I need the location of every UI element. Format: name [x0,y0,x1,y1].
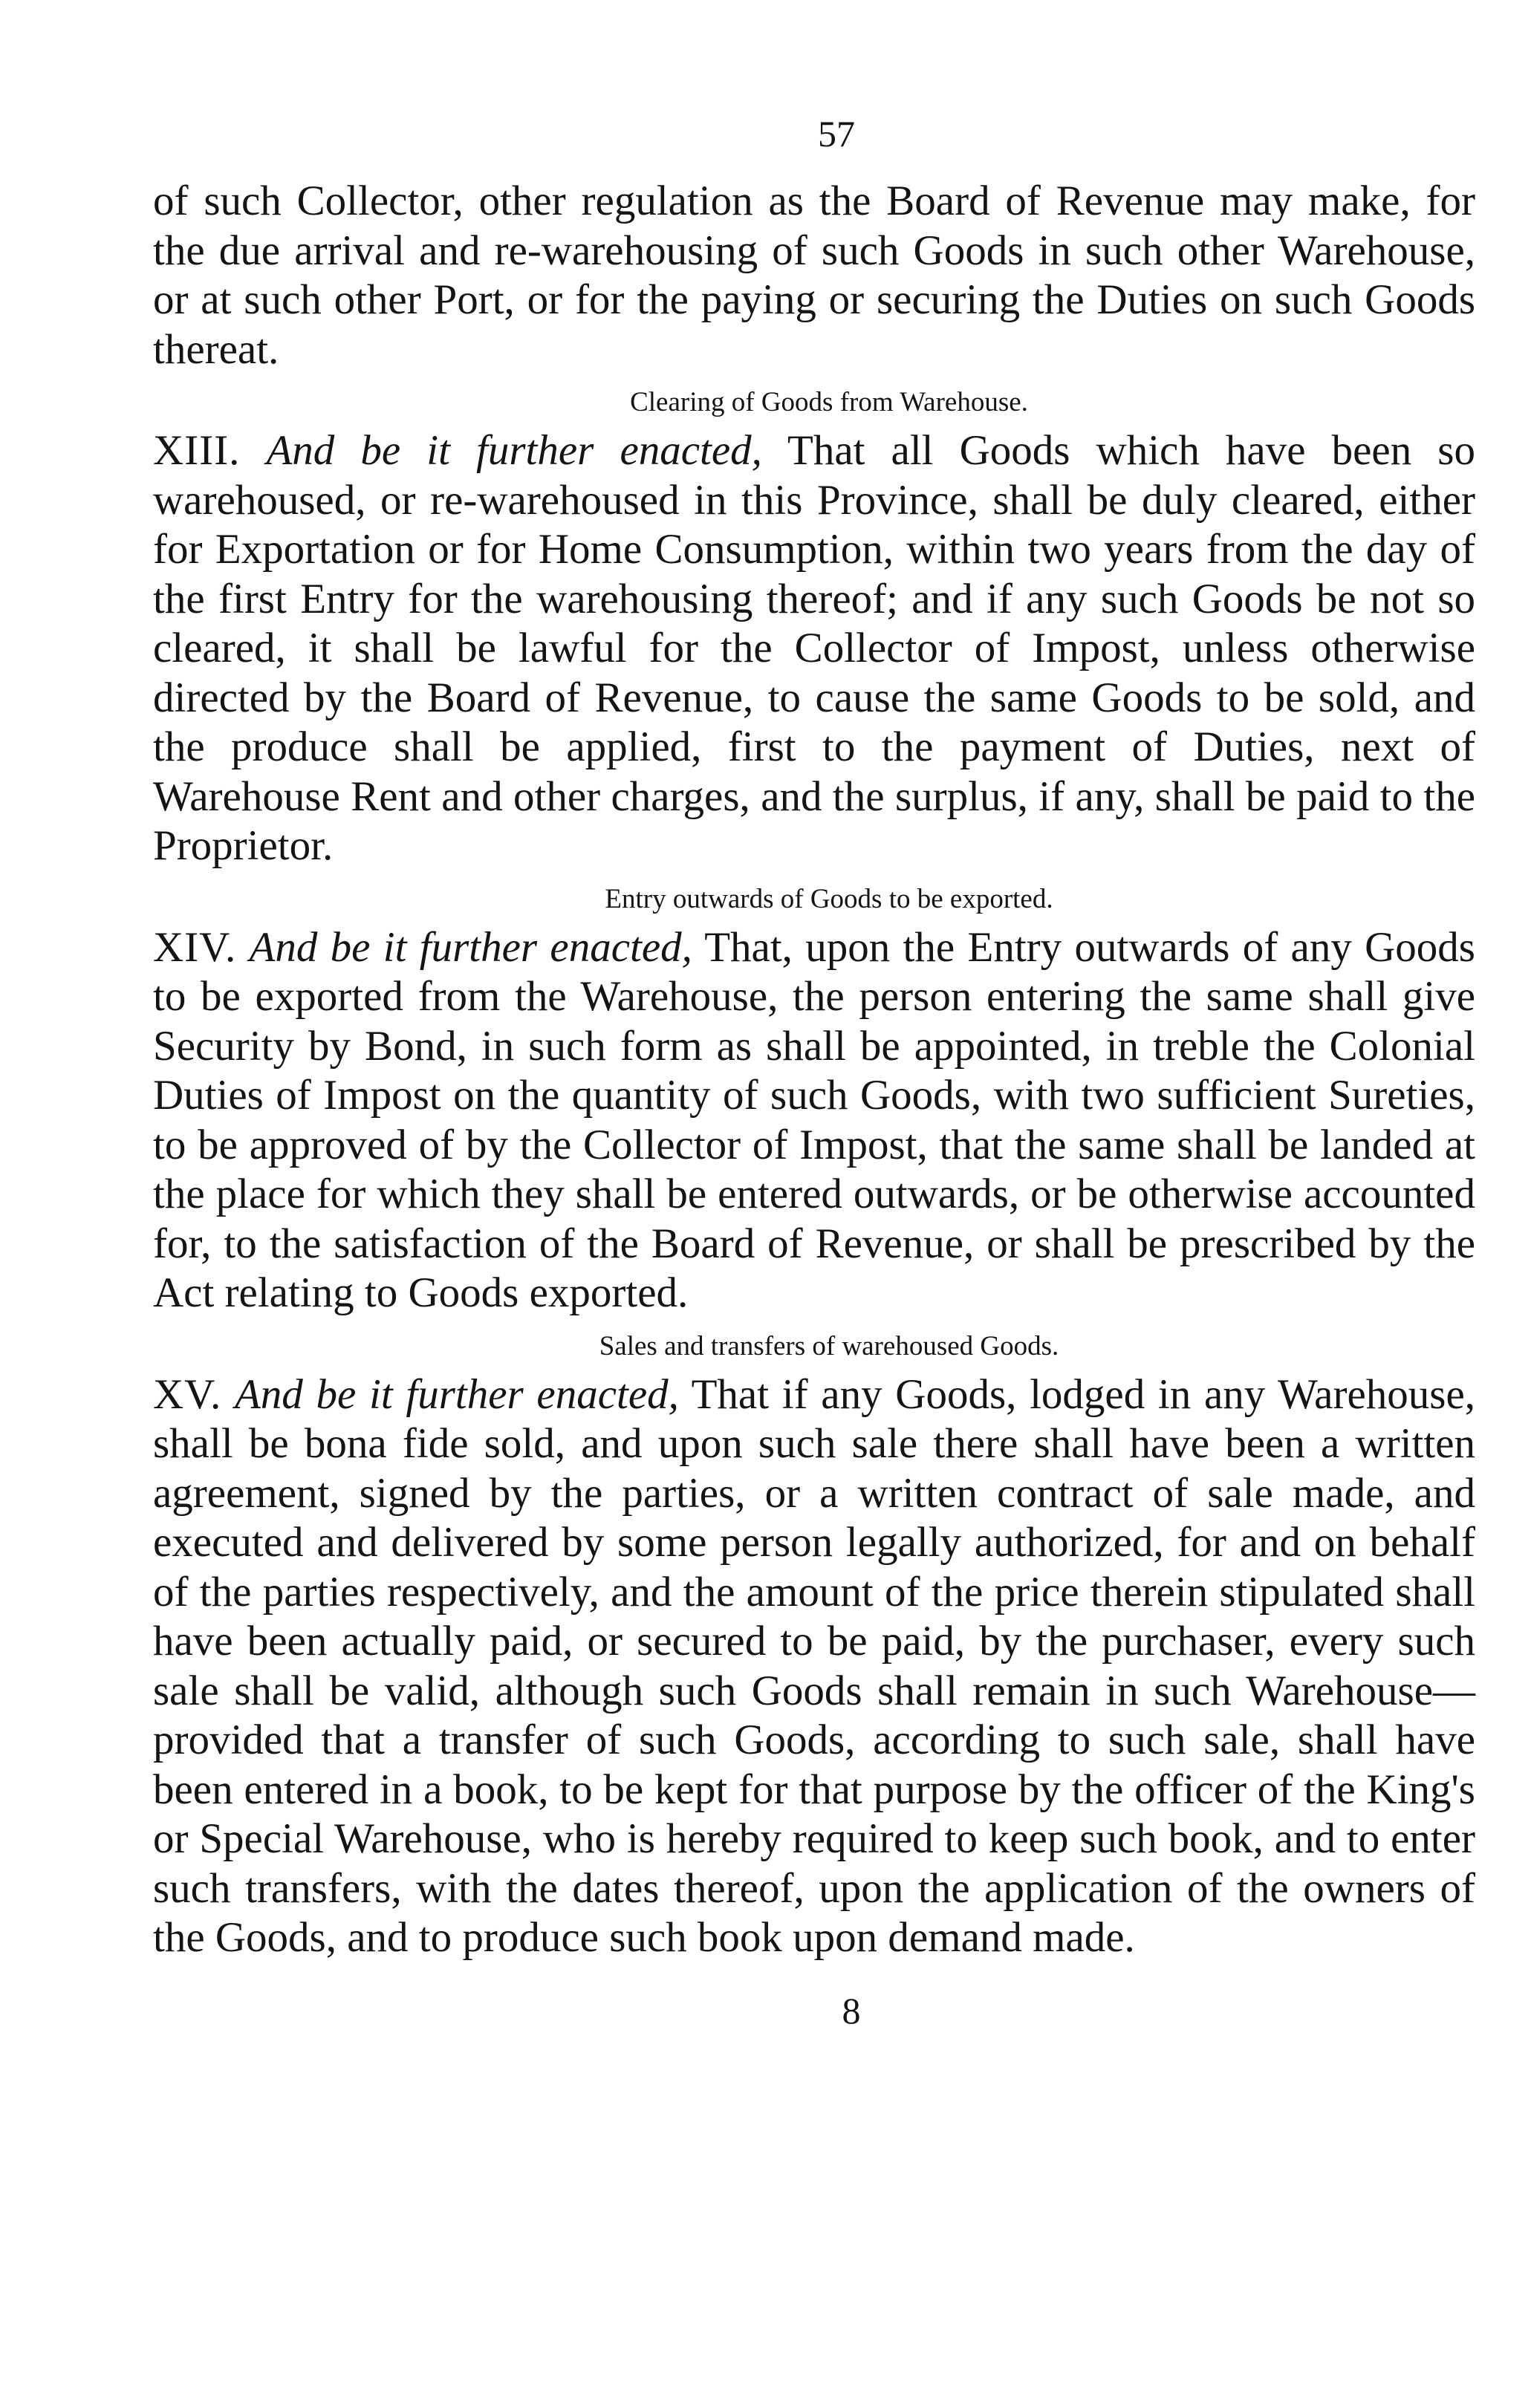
section-number: XIV. [153,923,237,971]
signature-mark: 8 [842,1989,861,2031]
continuation-paragraph: of such Collector, other regulation as the Board of Revenue may make, for the due arrival and re-warehousing of such Goods in such other Warehouse, or at such other Port, or for the paying or securing the Duties on such Goods thereat. [153,178,1475,373]
section-xiv [153,923,1475,1318]
enacting-clause: And be it further enacted, [266,427,762,474]
section-text: That all Goods which have been so warehoused, or re-warehoused in this Province, shall be duly cleared, either for Exportation or for Home Consumption, within two years from the day of the first Entry for the warehousing thereof; and if any such Goods be not so cleared, it shall be lawful for the Collector of Impost, unless otherwise directed by the Board of Revenue, to cause the same Goods to be sold, and the produce shall be applied, first to the payment of Duties, next of Warehouse Rent and other charges, and the surplus, if any, shall be paid to the Proprietor. [153,427,1475,869]
section-xiii [153,426,1475,871]
section-text: That, upon the Entry outwards of any Goods to be exported from the Warehouse, the person entering the same shall give Security by Bond, in such form as shall be appointed, in treble the Colonial Duties of Impost on the quantity of such Goods, with two sufficient Sureties, to be approved of by the Collector of Impost, that the same shall be landed at the place for which they shall be entered outwards, or be otherwise accounted for, to the satisfaction of the Board of Revenue, or shall be prescribed by the Act relating to Goods exported. [153,923,1475,1316]
page-number: 57 [818,113,855,154]
enacting-clause: And be it further enacted, [249,923,692,971]
section-heading-sales-transfers: Sales and transfers of warehoused Goods. [599,1330,1059,1361]
enacting-clause: And be it further enacted, [234,1370,679,1418]
section-heading-entry-outwards: Entry outwards of Goods to be exported. [605,883,1053,914]
section-text: That if any Goods, lodged in any Warehouse, shall be bona fide sold, and upon such sale there shall have been a written agreement, signed by the parties, or a written contract of sale made, and executed and delivered by some person legally authorized, for and on behalf of the parties respectively, and the amount of the price therein stipulated shall have been actually paid, or secured to be paid, by the purchaser, every such sale shall be valid, although such Goods shall remain in such Warehouse—provided that a transfer of such Goods, according to such sale, shall have been entered in a book, to be kept for that purpose by the officer of the King's or Special Warehouse, who is hereby required to keep such book, and to enter such transfers, with the dates thereof, upon the application of the owners of the Goods, and to produce such book upon demand made. [153,1370,1475,1961]
section-number: XIII. [153,427,241,474]
section-number: XV. [153,1370,222,1418]
section-heading-clearing: Clearing of Goods from Warehouse. [630,387,1028,417]
section-xv [153,1370,1475,1963]
document-page [153,111,1475,2033]
